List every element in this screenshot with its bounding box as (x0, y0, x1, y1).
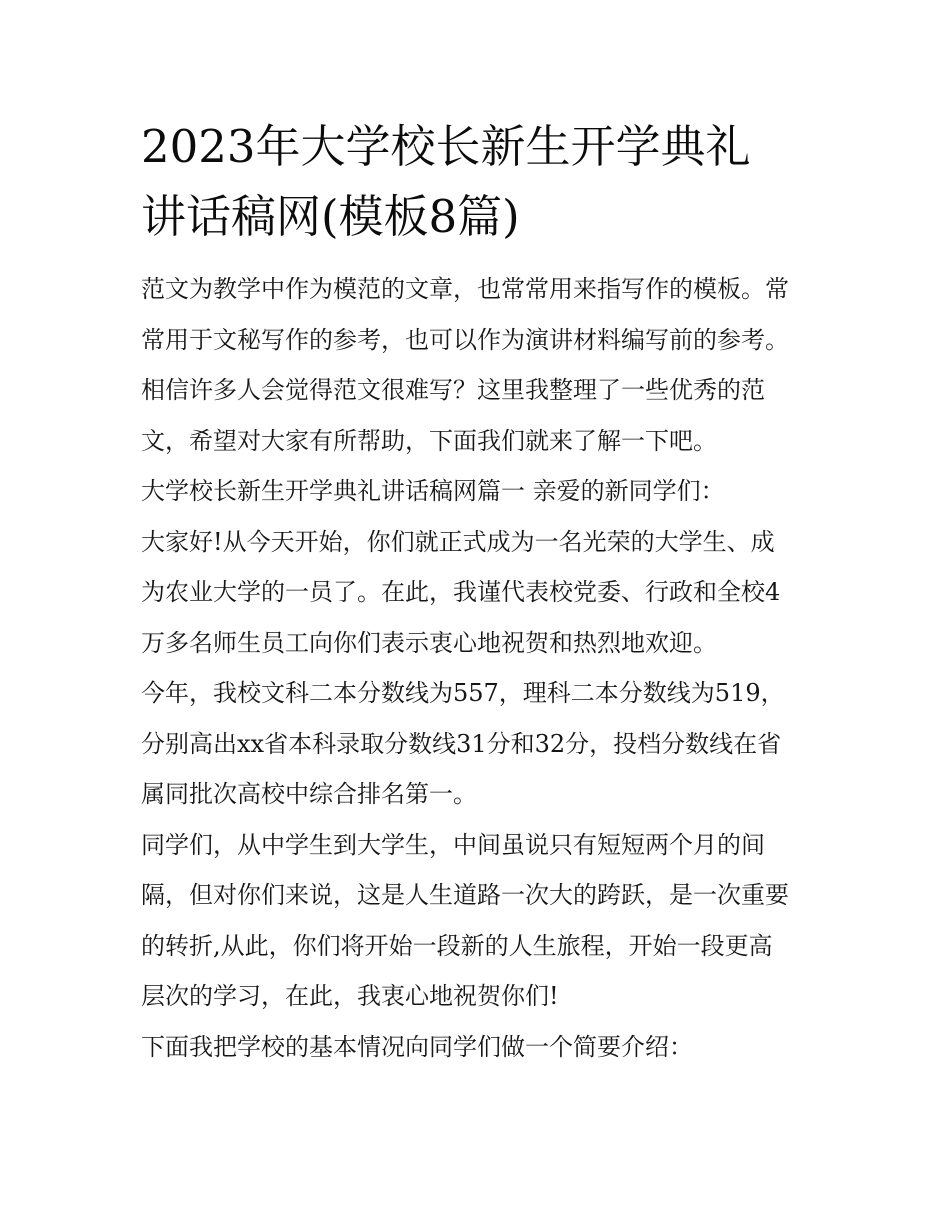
title-line: 讲话稿网(模板8篇) (141, 190, 520, 243)
document-content (141, 112, 813, 1072)
text-line: 同学们，从中学生到大学生，中间虽说只有短短两个月的间 (141, 830, 765, 859)
text-line: 属同批次高校中综合排名第一。 (141, 780, 477, 808)
title-line: 2023年大学校长新生开学典礼 (141, 120, 751, 173)
document-title (141, 112, 813, 252)
text-line: 层次的学习，在此，我衷心地祝贺你们! (141, 982, 559, 1010)
text-line: 为农业大学的一员了。在此，我谨代表校党委、行政和全校4 (141, 578, 781, 606)
text-line: 范文为教学中作为模范的文章，也常常用来指写作的模板。常 (141, 275, 789, 303)
text-line: 分别高出xx省本科录取分数线31分和32分，投档分数线在省 (141, 729, 782, 758)
text-line: 隔，但对你们来说，这是人生道路一次大的跨跃，是一次重要 (141, 881, 789, 909)
text-line: 万多名师生员工向你们表示衷心地祝贺和热烈地欢迎。 (141, 628, 717, 657)
text-line: 文，希望对大家有所帮助，下面我们就来了解一下吧。 (141, 426, 717, 455)
text-line: 大家好!从今天开始，你们就正式成为一名光荣的大学生、成 (141, 527, 775, 556)
text-line: 下面我把学校的基本情况向同学们做一个简要介绍： (141, 1032, 693, 1061)
text-line: 相信许多人会觉得范文很难写？这里我整理了一些优秀的范 (141, 376, 765, 404)
document-body (141, 264, 813, 1072)
text-line: 的转折,从此，你们将开始一段新的人生旅程，开始一段更高 (141, 931, 773, 960)
text-line: 今年，我校文科二本分数线为557，理科二本分数线为519， (141, 679, 785, 707)
text-line: 常用于文秘写作的参考，也可以作为演讲材料编写前的参考。 (141, 325, 789, 354)
text-line: 大学校长新生开学典礼讲话稿网篇一 亲爱的新同学们： (141, 477, 725, 505)
